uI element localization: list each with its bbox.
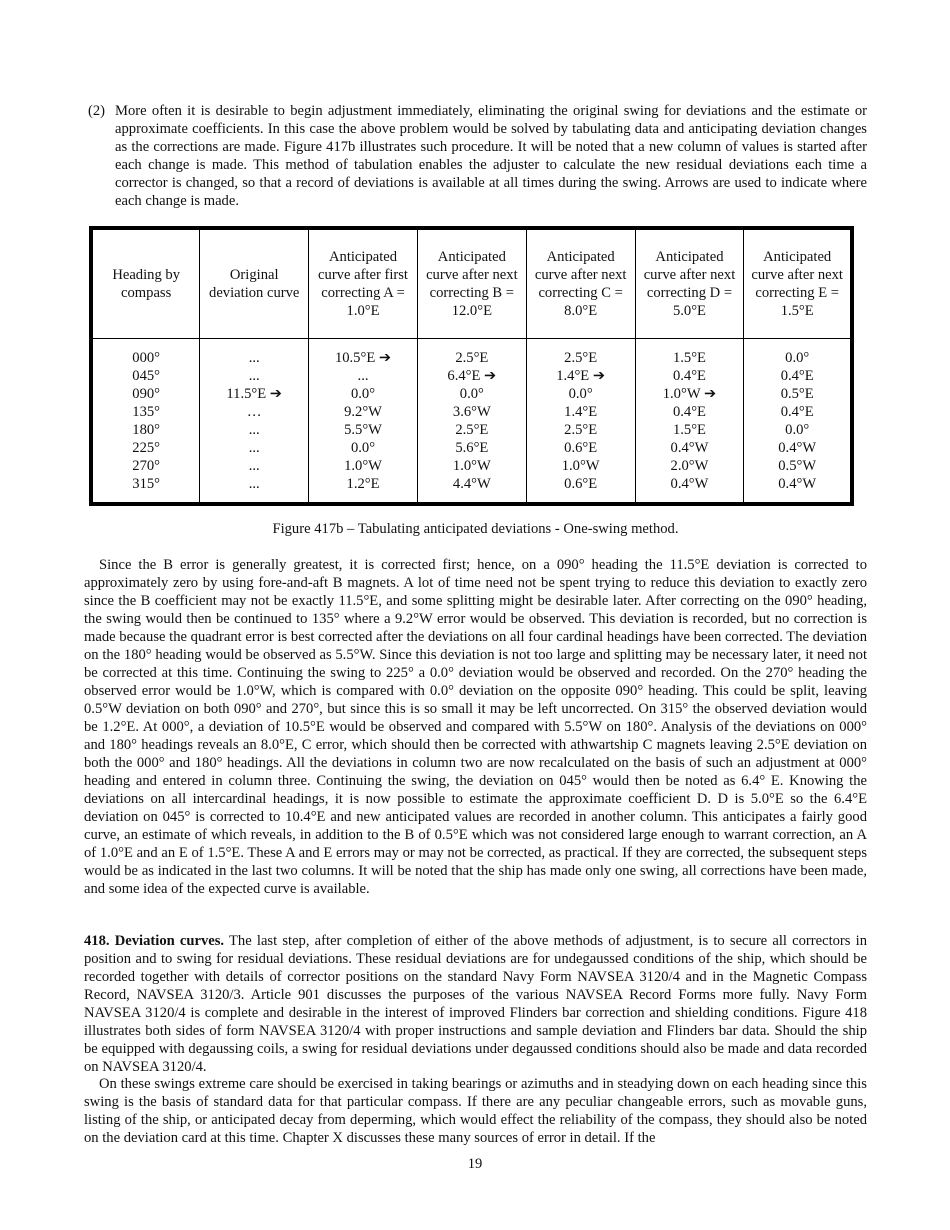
table-cell: 0.4°W xyxy=(670,476,709,492)
table-cell: 0.4°W xyxy=(778,476,817,492)
table-cell: 2.5°E xyxy=(564,350,598,366)
table-cell: 0.0° xyxy=(568,386,593,402)
table-cell: ... xyxy=(248,350,260,366)
table-cell: 0.6°E xyxy=(564,476,598,492)
table-cell: 1.0°W xyxy=(452,458,491,474)
section-number: 418 xyxy=(84,933,106,949)
table-cell: 0.0° xyxy=(785,350,810,366)
paragraph-text: More often it is desirable to begin adjustment immediately, eliminating the original swing for deviations and the estimate or approximate coefficients. In this case the above problem would be solved by tabulating data and anticipating deviation changes as the corrections are made. Figure 417b illustrates such procedure. It will be noted that a new column of values is started after each change is made. This method of tabulation enables the adjuster to calculate the new residual deviations each time a corrector is changed, so that a record of deviations is available at all times during the swing. Arrows are used to indicate where each change is made. xyxy=(115,103,867,209)
table-body-row xyxy=(91,339,852,505)
section-418: 418. Deviation curves. The last step, after completion of either of the above methods of adjustment, is to secure all correctors in position and to swing for residual deviations. These residual deviations are for undegaussed conditions of the ship, which should be recorded together with details of corrector positions on the standard Navy Form NAVSEA 3120/4 and in the Magnetic Compass Record, NAVSEA 3120/3. Article 901 discusses the purposes of the various NAVSEA Record Forms more fully. Navy Form NAVSEA 3120/4 is complete and desirable in the interest of improved Flinders bar correction and shielding conditions. Figure 418 illustrates both sides of form NAVSEA 3120/4 with proper instructions and sample deviation and Flinders bar data. Should the ship be equipped with degaussing coils, a swing for residual deviations under degaussed conditions should also be made and data recorded on NAVSEA 3120/4. xyxy=(84,933,867,1075)
header-heading-by-compass: Heading by compass xyxy=(91,228,200,339)
section-title: Deviation curves. xyxy=(114,933,225,949)
table-cell: 000° xyxy=(132,350,161,366)
table-cell: 0.4°E xyxy=(780,368,814,384)
table-cell: 10.5°E ➔ xyxy=(334,350,392,366)
table-cell: 045° xyxy=(132,368,161,384)
table-cell: 1.4°E ➔ xyxy=(556,368,606,384)
table-cell: 0.4°E xyxy=(672,368,706,384)
table-cell: 2.5°E xyxy=(455,422,489,438)
table-cell: 1.2°E xyxy=(346,476,380,492)
paragraph-b-error: Since the B error is generally greatest, it is corrected first; hence, on a 090° heading the 11.5°E deviation is corrected to approximately zero by using fore-and-aft B magnets. A lot of time need not be spent trying to reduce this deviation to exactly zero since the B coefficient may not be exactly 11.5°E, and some splitting might be desirable later. After correcting on the 090° heading, the swing would then be continued to 135° where a 9.2°W error would be observed. This deviation is recorded, but no correction is made because the quadrant error is best corrected after the deviations on all four cardinal headings have been corrected. The deviation on the 180° heading would be observed as 5.5°W. Since this deviation is not too large and splitting may be necessary later, it need not be corrected at this time. Continuing the swing to 225° a 0.0° deviation would be observed and recorded. On the 270° heading the observed error would be 1.0°W, which is compared with 0.0° deviation on the opposite 090° heading. This could be split, leaving 0.5°W deviation on both 090° and 270°, but since this is so small it may be left uncorrected. On 315° the observed deviation would be 1.2°E. At 000°, a deviation of 10.5°E would be observed and compared with 5.5°W on 180°. Analysis of the deviations on 000° and 180° headings reveals an 8.0°E, C error, which should then be corrected with athwartship C magnets leaving 2.5°E deviation on both the 000° and 180° headings. All the deviations in column two are now recalculated on the basis of such an adjustment at 000° heading and entered in column three. Continuing the swing, the deviation on 045° would then be noted as 6.4° E. Knowing the deviations on all intercardinal headings, it is now possible to estimate the approximate coefficient D. D is 5.0°E so the 6.4°E deviation on 045° is corrected to 10.4°E and new anticipated values are recorded in another column. This anticipates a fairly good curve, an estimate of which reveals, in addition to the B of 0.5°E which was not considered large enough to warrant correction, an A of 1.0°E and an E of 1.5°E. These A and E errors may or may not be corrected, as practical. If they are corrected, the subsequent steps would be as indicated in the last two columns. It will be noted that the ship has made only one swing, all corrections have been made, and some idea of the expected curve is available. xyxy=(84,557,867,897)
table-cell: 11.5°E ➔ xyxy=(226,386,283,402)
table-cell: 0.4°W xyxy=(778,440,817,456)
table-cell: 0.4°W xyxy=(670,440,709,456)
table-cell: 1.4°E xyxy=(564,404,598,420)
header-after-E: Anticipated curve after next correcting E = 1.5°E xyxy=(744,228,852,339)
table-cell: 180° xyxy=(132,422,161,438)
header-original-deviation: Original deviation curve xyxy=(200,228,309,339)
table-cell: 270° xyxy=(132,458,161,474)
table-cell: ... xyxy=(248,458,260,474)
table-cell: 0.4°E xyxy=(780,404,814,420)
table-cell: 4.4°W xyxy=(452,476,491,492)
table-cell: 315° xyxy=(132,476,161,492)
table-cell: 0.0° xyxy=(459,386,484,402)
table-cell: ... xyxy=(248,440,260,456)
table-header-row xyxy=(91,228,852,339)
table-cell: 0.5°E xyxy=(780,386,814,402)
paragraph-number: (2) xyxy=(88,103,106,119)
table-cell: 090° xyxy=(132,386,161,402)
table-cell: 225° xyxy=(132,440,161,456)
header-after-A: Anticipated curve after first correcting A = 1.0°E xyxy=(309,228,418,339)
table-cell: 3.6°W xyxy=(452,404,491,420)
table-cell: 1.5°E xyxy=(672,422,706,438)
header-after-B: Anticipated curve after next correcting B = 12.0°E xyxy=(417,228,526,339)
section-text: The last step, after completion of either of the above methods of adjustment, is to secure all correctors in position and to swing for residual deviations. These residual deviations are for undegaussed conditions of the ship, which should be recorded together with details of corrector positions on the standard Navy Form NAVSEA 3120/4 and in the Magnetic Compass Record, NAVSEA 3120/3. Article 901 discusses the purposes of the various NAVSEA Record Forms more fully. Navy Form NAVSEA 3120/4 is complete and desirable in the interest of improved Flinders bar correction and shielding conditions. Figure 418 illustrates both sides of form NAVSEA 3120/4 with proper instructions and sample deviation and Flinders bar data. Should the ship be equipped with degaussing coils, a swing for residual deviations under degaussed conditions should also be made and data recorded on NAVSEA 3120/4. xyxy=(84,933,867,1075)
table-cell: 0.5°W xyxy=(778,458,817,474)
paragraph-swings: On these swings extreme care should be exercised in taking bearings or azimuths and in steadying down on each heading since this swing is the basis of standard data for that particular compass. If there are any peculiar changeable errors, such as movable guns, listing of the ship, or anticipated decay from deperming, which would effect the reliability of the compass, they should also be noted on the deviation card at this time. Chapter X discusses these many sources of error in detail. If the xyxy=(84,1076,867,1146)
table-cell: 0.6°E xyxy=(564,440,598,456)
table-cell: … xyxy=(246,404,262,420)
column-after-E xyxy=(744,339,852,505)
table-cell: 2.5°E xyxy=(455,350,489,366)
table-cell: 0.0° xyxy=(350,386,376,402)
table-cell: 1.0°W xyxy=(561,458,600,474)
column-after-B xyxy=(417,339,526,505)
table-cell: 1.0°W xyxy=(344,458,382,474)
numbered-paragraph-2 xyxy=(84,102,867,210)
table-cell: ... xyxy=(248,476,260,492)
column-after-C xyxy=(526,339,635,505)
table-cell: 1.5°E xyxy=(672,350,706,366)
table-cell: 135° xyxy=(132,404,161,420)
page-number: 19 xyxy=(467,1156,483,1172)
table-cell: 2.5°E xyxy=(564,422,598,438)
figure-caption: Figure 417b – Tabulating anticipated deviations - One-swing method. xyxy=(272,521,679,537)
table-cell: ... xyxy=(248,422,260,438)
table-cell: 0.0° xyxy=(785,422,810,438)
header-after-D: Anticipated curve after next correcting D = 5.0°E xyxy=(635,228,744,339)
table-cell: 0.0° xyxy=(350,440,376,456)
table-cell: 9.2°W xyxy=(344,404,382,420)
table-cell: 6.4°E ➔ xyxy=(447,368,497,384)
table-cell: ... xyxy=(357,368,369,384)
table-cell: ... xyxy=(248,368,260,384)
column-after-D xyxy=(635,339,744,505)
table-cell: 5.5°W xyxy=(344,422,382,438)
header-after-C: Anticipated curve after next correcting C = 8.0°E xyxy=(526,228,635,339)
table-cell: 2.0°W xyxy=(670,458,709,474)
deviation-table xyxy=(89,226,854,506)
table-cell: 5.6°E xyxy=(455,440,489,456)
column-original xyxy=(200,339,309,505)
table-cell: 1.0°W ➔ xyxy=(662,386,717,402)
table-cell: 0.4°E xyxy=(672,404,706,420)
column-after-A xyxy=(309,339,418,505)
column-heading xyxy=(91,339,200,505)
